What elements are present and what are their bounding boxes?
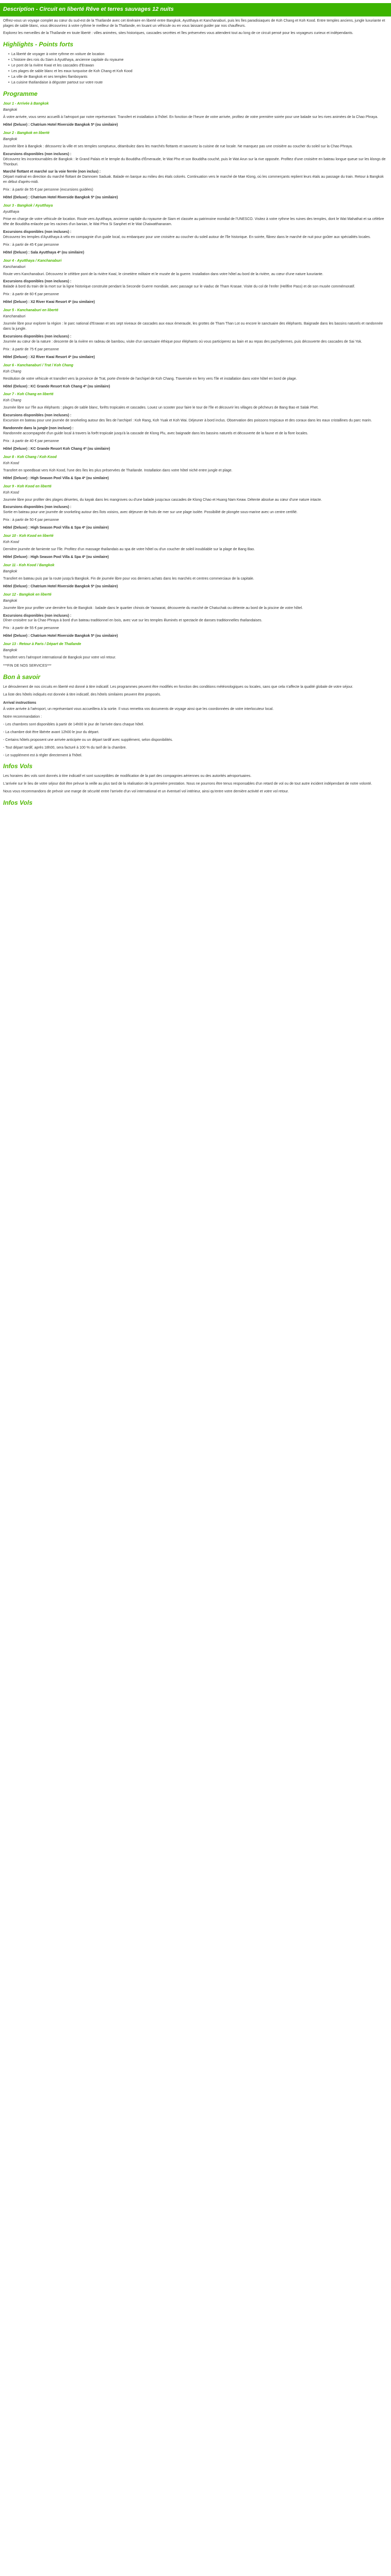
day-paragraph: Transfert en speedboat vers Koh Kood, l'une des îles les plus préservées de Thaïlande. Installation dans votre hôtel niché entre jungle et plage.	[3, 468, 233, 472]
excursion-block	[3, 230, 388, 240]
day-title: Jour 7 - Koh Chang en liberté	[3, 393, 54, 397]
day-paragraph: Journée libre pour profiter des plages désertes, du kayak dans les mangroves ou d'une balade jusqu'aux cascades de Klong Chao et Huang Nam Keaw. Détente absolue au cœur d'une nature intacte.	[3, 498, 322, 502]
hotel-line: Hôtel (Deluxe) : High Season Pool Villa & Spa 4* (ou similaire)	[3, 526, 109, 530]
excursion-price: Prix : à partir de 55 € par personne (excursions guidées)	[3, 188, 93, 192]
day-paragraph: Journée libre pour explorer la région : le parc national d'Erawan et ses sept niveaux de cascades aux eaux émeraude, les grottes de Tham Than Lot ou encore le sanctuaire des éléphants. Baignade dans les bassins naturels et randonnée dans la jungle.	[3, 322, 383, 331]
excursion-text: Excursion en bateau pour une journée de snorkeling autour des îles de l'archipel : Koh Rang, Koh Yuak et Koh Wai. Déjeuner à bord inclus. Observation des poissons tropicaux et des coraux dans les eaux cristallines du parc marin.	[3, 419, 372, 423]
day-title: Jour 6 - Kanchanaburi / Trat / Koh Chang	[3, 363, 73, 367]
hotel-line: Hôtel (Deluxe) : X2 River Kwai Resort 4* (ou similaire)	[3, 355, 95, 359]
info-vols-paragraph: L'arrivée sur le lieu de votre séjour doit être prévue la veille au plus tard de la réalisation de la première prestation. Nous ne pourrons être tenus responsables d'un retard de vol ou de tout autre incident indépendant de notre volonté.	[3, 782, 372, 786]
excursion-text: Journée au cœur de la nature : descente de la rivière en radeau de bambou, visite d'un sanctuaire éthique pour éléphants où vous participerez au bain et au repas des pachydermes, puis découverte des cascades de Sai Yok.	[3, 340, 362, 344]
day-location: Koh Chang	[3, 369, 22, 374]
day-paragraph: Prise en charge de votre véhicule de location. Route vers Ayutthaya, ancienne capitale du royaume de Siam et classée au patrimoine mondial de l'UNESCO. Visitez à votre rythme les ruines des temples, dont le Wat Mahathat et sa célèbre tête de Bouddha enlacée par les racines d'un banian, le Wat Phra Si Sanphet et le Wat Chaiwatthanaram.	[3, 217, 384, 226]
excursion-price: Prix : à partir de 40 € par personne	[3, 439, 59, 444]
day-paragraph: Journée libre à Bangkok : découvrez la ville et ses temples somptueux, déambulez dans les marchés flottants et savourez la cuisine de rue locale. Ne manquez pas une croisière au coucher du soleil sur la Chao Phraya.	[3, 144, 353, 148]
day-title: Jour 4 - Ayutthaya / Kanchanaburi	[3, 259, 62, 263]
arrival-paragraph: - Les chambres sont disponibles à partir de 14h00 le jour de l'arrivée dans chaque hôtel.	[3, 722, 144, 726]
day-location: Koh Kood	[3, 540, 19, 545]
info-vols-footer: Infos Vols	[3, 799, 32, 807]
excursion-price: Prix : à partir de 45 € par personne	[3, 243, 59, 247]
day-item	[3, 259, 388, 306]
info-vols-list	[3, 774, 388, 794]
arrival-paragraph: - Tout départ tardif, après 18h00, sera facturé à 100 % du tarif de la chambre.	[3, 745, 127, 750]
day-paragraph: À votre arrivée, vous serez accueilli à l'aéroport par notre représentant. Transfert et installation à l'hôtel. En fonction de l'heure de votre arrivée, profitez de votre première soirée pour une balade sur les rives animées de la Chao Phraya.	[3, 115, 378, 119]
hotel-line: Hôtel (Deluxe) : KC Grande Resort Koh Chang 4* (ou similaire)	[3, 447, 110, 451]
excursion-label: Marché flottant et marché sur la voie ferrée (non inclus) :	[3, 170, 101, 174]
excursion-block	[3, 614, 388, 624]
highlights-list	[3, 52, 388, 86]
excursion-block	[3, 413, 388, 423]
arrival-paragraph: - Certains hôtels proposent une arrivée anticipée ou un départ tardif avec supplément, selon disponibilités.	[3, 738, 173, 742]
arrival-title: Arrival instructions	[3, 701, 37, 705]
excursion-text: Sortie en bateau pour une journée de snorkeling autour des îlots voisins, avec déjeuner de fruits de mer sur une plage isolée. Possibilité de plongée sous-marine avec un centre certifié.	[3, 511, 298, 515]
excursion-block	[3, 426, 388, 436]
hotel-line: Hôtel (Deluxe) : Sala Ayutthaya 4* (ou similaire)	[3, 250, 85, 255]
day-paragraph: Dernière journée de farniente sur l'île. Profitez d'un massage thaïlandais au spa de votre hôtel ou d'un coucher de soleil inoubliable sur la plage de Bang Bao.	[3, 548, 255, 552]
hotel-line: Hôtel (Deluxe) : Chatrium Hotel Riverside Bangkok 5* (ou similaire)	[3, 196, 118, 200]
day-location: Kanchanaburi	[3, 315, 26, 319]
hotel-line: Hôtel (Deluxe) : X2 River Kwai Resort 4* (ou similaire)	[3, 300, 95, 304]
good-to-know-title: Bon à savoir	[3, 673, 41, 681]
excursion-price: Prix : à partir de 75 € par personne	[3, 347, 59, 351]
day-location: Bangkok	[3, 137, 18, 141]
day-paragraph: Journée libre pour profiter une dernière fois de Bangkok : balade dans le quartier chinois de Yaowarat, découverte du marché de Chatuchak ou détente au bord de la piscine de votre hôtel.	[3, 606, 303, 610]
arrival-paragraph: - Le supplément est à régler directement à l'hôtel.	[3, 753, 83, 757]
excursion-block	[3, 170, 388, 185]
excursion-price: Prix : à partir de 50 € par personne	[3, 518, 59, 522]
day-location: Koh Chang	[3, 399, 22, 403]
good-to-know-paragraph: La liste des hôtels indiqués est donnée à titre indicatif, des hôtels similaires peuvent être proposés.	[3, 693, 161, 697]
end-note: ***FIN DE NOS SERVICES***	[3, 664, 52, 668]
highlight-item: • L'histoire des rois du Siam à Ayutthaya, ancienne capitale du royaume	[8, 58, 388, 63]
day-item	[3, 131, 388, 200]
highlight-item: • La liberté de voyager à votre rythme en voiture de location	[8, 52, 388, 57]
arrival-paragraph: - La chambre doit être libérée avant 12h00 le jour du départ.	[3, 730, 100, 734]
day-item	[3, 534, 388, 560]
day-title: Jour 9 - Koh Kood en liberté	[3, 484, 52, 488]
arrival-paragraph: Notre recommandation :	[3, 715, 42, 719]
excursion-text: Départ matinal en direction du marché flottant de Damnoen Saduak. Balade en barque au milieu des étals colorés. Continuation vers le marché de Mae Klong, où les commerçants replient leurs étals au passage du train. Retour à Bangkok en début d'après-midi.	[3, 175, 384, 184]
day-title: Jour 3 - Bangkok / Ayutthaya	[3, 204, 53, 208]
hotel-line: Hôtel (Deluxe) : Chatrium Hotel Riverside Bangkok 5* (ou similaire)	[3, 123, 118, 127]
day-location: Bangkok	[3, 569, 18, 573]
day-item	[3, 204, 388, 256]
day-location: Koh Kood	[3, 461, 19, 465]
day-title: Jour 13 - Retour à Paris / Départ de Thaïlande	[3, 642, 82, 647]
excursion-block	[3, 279, 388, 290]
day-item	[3, 642, 388, 660]
hotel-line: Hôtel (Deluxe) : High Season Pool Villa & Spa 4* (ou similaire)	[3, 555, 109, 560]
description-banner: Description - Circuit en liberté Rêve et terres sauvages 12 nuits	[0, 3, 391, 16]
excursion-text: Découvrez les incontournables de Bangkok : le Grand Palais et le temple du Bouddha d'Émeraude, le Wat Pho et son Bouddha couché, puis le Wat Arun sur la rive opposée. Profitez d'une croisière en bateau longue queue sur les klongs de Thonburi.	[3, 157, 386, 166]
info-vols-paragraph: Les horaires des vols sont donnés à titre indicatif et sont susceptibles de modification de la part des compagnies aériennes ou des autorités aéroportuaires.	[3, 774, 252, 778]
hotel-line: Hôtel (Deluxe) : Chatrium Hotel Riverside Bangkok 5* (ou similaire)	[3, 634, 118, 638]
day-title: Jour 12 - Bangkok en liberté	[3, 592, 52, 597]
intro-paragraph: Explorez les merveilles de la Thaïlande en toute liberté : villes animées, sites historiques, cascades secrètes et îles préservées vous attendent tout au long de ce circuit pensé pour les voyageurs curieux et indépendants.	[3, 31, 353, 36]
intro-paragraph: Offrez-vous un voyage complet au cœur du sud-est de la Thaïlande avec cet itinéraire en liberté entre Bangkok, Ayutthaya et Kanchanaburi, puis les îles paradisiaques de Koh Chang et Koh Kood. Entre temples anciens, jungle luxuriante et plages de sable blanc, vous découvrirez à votre rythme le meilleur de la Thaïlande, en louant un véhicule ou en vous laissant guider par nos chauffeurs.	[3, 19, 385, 28]
hotel-line: Hôtel (Deluxe) : High Season Pool Villa & Spa 4* (ou similaire)	[3, 476, 109, 480]
excursion-text: Dîner-croisière sur la Chao Phraya à bord d'un bateau traditionnel en bois, avec vue sur les temples illuminés et spectacle de danses traditionnelles thaïlandaises.	[3, 619, 263, 623]
excursion-text: Découvrez les temples d'Ayutthaya à vélo en compagnie d'un guide local, ou embarquez pour une croisière au coucher du soleil autour de l'île historique. En soirée, flânez dans le marché de nuit pour goûter aux spécialités locales.	[3, 235, 371, 239]
excursion-label: Excursions disponibles (non incluses) :	[3, 505, 72, 510]
day-location: Kanchanaburi	[3, 265, 26, 269]
good-to-know-section	[0, 673, 391, 758]
programme-section	[0, 90, 391, 669]
info-vols-section	[0, 762, 391, 807]
highlight-item: • La cuisine thaïlandaise à déguster partout sur votre route	[8, 80, 388, 86]
day-item	[3, 455, 388, 481]
intro-section	[0, 19, 391, 37]
day-paragraph: Journée libre sur l'île aux éléphants : plages de sable blanc, forêts tropicales et cascades. Louez un scooter pour faire le tour de l'île et découvrir les villages de pêcheurs de Bang Bao et Salak Phet.	[3, 406, 319, 410]
day-title: Jour 5 - Kanchanaburi en liberté	[3, 309, 58, 313]
page	[0, 0, 391, 810]
excursion-label: Excursions disponibles (non incluses) :	[3, 152, 72, 156]
excursion-price: Prix : à partir de 55 € par personne	[3, 626, 59, 631]
highlights-section	[0, 40, 391, 86]
day-title: Jour 10 - Koh Kood en liberté	[3, 534, 54, 538]
highlights-title: Highlights - Points forts	[3, 41, 73, 48]
excursion-block	[3, 152, 388, 167]
programme-title: Programme	[3, 90, 38, 98]
day-location: Bangkok	[3, 649, 18, 653]
info-vols-paragraph: Nous vous recommandons de prévoir une marge de sécurité entre l'arrivée d'un vol international et un éventuel vol intérieur, ainsi qu'entre votre dernière activité et votre vol retour.	[3, 790, 289, 794]
excursion-block	[3, 505, 388, 515]
excursion-label: Excursions disponibles (non incluses) :	[3, 334, 72, 338]
day-location: Ayutthaya	[3, 210, 20, 214]
day-paragraph: Restitution de votre véhicule et transfert vers la province de Trat, porte d'entrée de l'archipel de Koh Chang. Traversée en ferry vers l'île et installation dans votre hôtel en bord de plage.	[3, 377, 297, 381]
highlight-item: • La ville de Bangkok et ses temples flamboyants	[8, 75, 388, 80]
arrival-paragraph: À votre arrivée à l'aéroport, un représentant vous accueillera à la sortie. Il vous remettra vos documents de voyage ainsi que les coordonnées de votre interlocuteur local.	[3, 707, 274, 711]
day-location: Koh Kood	[3, 490, 19, 495]
day-paragraph: Transfert en bateau puis par la route jusqu'à Bangkok. Fin de journée libre pour vos derniers achats dans les marchés et centres commerciaux de la capitale.	[3, 577, 254, 581]
day-location: Bangkok	[3, 108, 18, 112]
day-paragraph: Transfert vers l'aéroport international de Bangkok pour votre vol retour.	[3, 656, 116, 660]
excursion-text: Randonnée accompagnée d'un guide local à travers la forêt tropicale jusqu'à la cascade de Klong Plu, avec baignade dans les bassins naturels et découverte de la faune et de la flore locales.	[3, 432, 308, 436]
excursion-block	[3, 334, 388, 345]
highlight-item: • Les plages de sable blanc et les eaux turquoise de Koh Chang et Koh Kood	[8, 69, 388, 74]
excursion-text: Balade à bord du train de la mort sur la ligne historique construite pendant la Seconde Guerre mondiale, avec passage sur le viaduc de Tham Krasae. Visite du col de l'enfer (Hellfire Pass) et de son musée commémoratif.	[3, 285, 355, 289]
day-item	[3, 308, 388, 360]
excursion-label: Excursions disponibles (non incluses) :	[3, 414, 72, 418]
day-title: Jour 1 - Arrivée à Bangkok	[3, 102, 49, 106]
excursion-label: Excursions disponibles (non incluses) :	[3, 230, 72, 234]
day-paragraph: Route vers Kanchanaburi. Découvrez le célèbre pont de la rivière Kwaï, le cimetière militaire et le musée de la guerre. Installation dans votre hôtel au bord de la rivière, au cœur d'une nature luxuriante.	[3, 272, 323, 276]
days-list	[3, 101, 388, 660]
good-to-know-paragraph: Le déroulement de nos circuits en liberté est donné à titre indicatif. Les programmes peuvent être modifiés en fonction des conditions météorologiques ou locales, sans que cela n'affecte la qualité globale de votre séjour.	[3, 685, 353, 689]
arrival-list	[3, 707, 388, 758]
day-title: Jour 2 - Bangkok en liberté	[3, 131, 50, 135]
day-item	[3, 592, 388, 639]
excursion-label: Randonnée dans la jungle (non incluse) :	[3, 427, 74, 431]
day-item	[3, 363, 388, 389]
day-title: Jour 11 - Koh Kood / Bangkok	[3, 563, 55, 567]
excursion-label: Excursions disponibles (non incluses) :	[3, 614, 72, 618]
hotel-line: Hôtel (Deluxe) : KC Grande Resort Koh Chang 4* (ou similaire)	[3, 384, 110, 388]
highlight-item: • Le pont de la rivière Kwaï et les cascades d'Erawan	[8, 63, 388, 69]
day-item	[3, 101, 388, 128]
day-item	[3, 484, 388, 531]
excursion-price: Prix : à partir de 60 € par personne	[3, 293, 59, 297]
info-vols-title: Infos Vols	[3, 762, 32, 770]
day-item	[3, 563, 388, 589]
day-location: Bangkok	[3, 599, 18, 603]
hotel-line: Hôtel (Deluxe) : Chatrium Hotel Riverside Bangkok 5* (ou similaire)	[3, 584, 118, 588]
day-item	[3, 392, 388, 451]
excursion-label: Excursions disponibles (non incluses) :	[3, 280, 72, 284]
day-title: Jour 8 - Koh Chang / Koh Kood	[3, 455, 57, 459]
